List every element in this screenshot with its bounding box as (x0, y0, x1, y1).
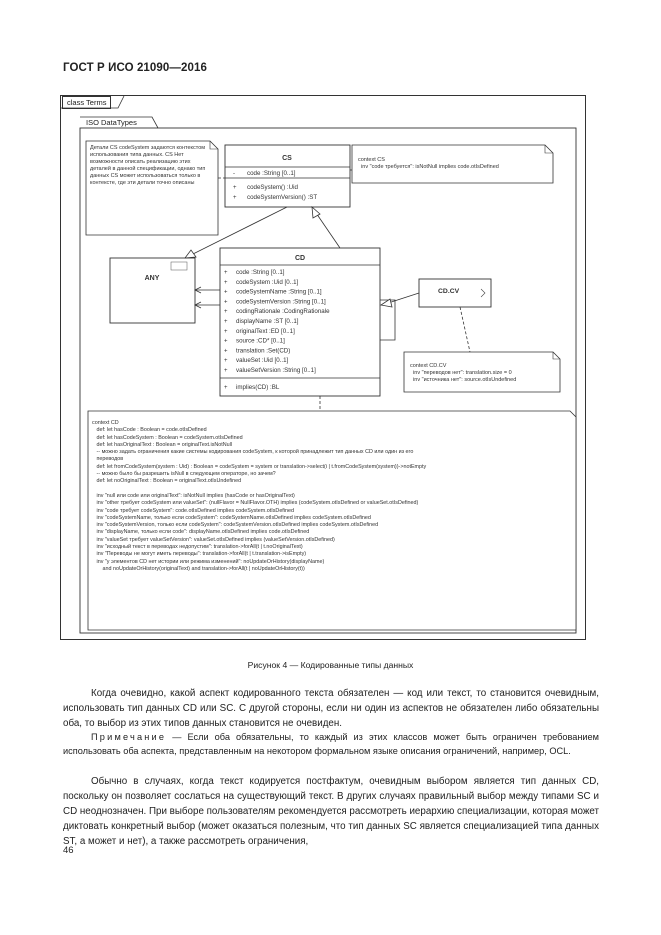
ocl-line: -- можно задать ограничения какие системы кодирования codeSystem, к которой принадлежит тип данных CD или один из его (92, 449, 414, 456)
cd-attribute: code :String [0..1] (236, 269, 285, 276)
visibility-marker: + (224, 299, 228, 306)
cd-attribute: originalText :ED [0..1] (236, 327, 295, 335)
ocl-line (92, 486, 572, 493)
ocl-line: inv "valueSet требует valueSetVersion": valueSet.otIsDefined implies (valueSetVersion.otIsDefined) (92, 536, 335, 543)
visibility-marker: + (224, 338, 228, 345)
paragraph-2 (63, 774, 599, 849)
ocl-constraint-text (92, 420, 572, 573)
ocl-line: inv "displayName, только если code": displayName.otIsDefined implies code.otIsDefined (92, 529, 310, 536)
cd-attribute: valueSet :Uid [0..1] (236, 357, 289, 365)
paragraph-1-text: Когда очевидно, какой аспект кодированного текста обязателен — код или текст, то становится очевидным, использовать тип данных CD или SC. С другой стороны, если ни один из аспектов не обязателен либо обязательны оба, то выбор из этих типов данных становится не очевиден. (63, 688, 599, 729)
ocl-line: def: let hasCodeSystem : Boolean = codeSystem.otIsDefined (92, 434, 243, 441)
visibility-marker: + (224, 328, 228, 335)
ocl-line: inv "code требует codeSystem": code.otIsDefined implies codeSystem.otIsDefined (92, 507, 295, 514)
ocl-line: inv "Переводы не могут иметь переводы": translation->forAll(t | t.translation->isEmpty) (92, 551, 307, 558)
cs-attribute: code :String [0..1] (247, 170, 296, 177)
cd-attribute: translation :Set(CD) (236, 347, 291, 355)
note-text: — Если оба обязательны, то каждый из этих классов может быть ограничен требованием использовать оба аспекта, представленным на некотором формальном языке описания ограничений, например, OCL. (63, 732, 599, 756)
paragraph-2-text: Обычно в случаях, когда текст кодируется постфактум, очевидным выбором является тип данных CD, поскольку он позволяет сослаться на существующий текст. В других случаях правильный выбор между типами SC и CD неоднозначен. При выборе пользователям рекомендуется рассмотреть иерархию специализации, которая может диктовать конкретный выбор (может оказаться полезным, что тип данных SC является специализацией типа данных ST, а может и нет), а также рассмотреть ограничения, (63, 776, 599, 847)
cd-attribute: codeSystemName :String [0..1] (236, 288, 322, 296)
ocl-line: def: let fromCodeSystem(system : Uid) : Boolean = codeSystem = system or translation->select(i | t.fromCodeSystem(system))->notEmpty (92, 463, 427, 470)
cd-attribute: displayName :ST [0..1] (236, 318, 299, 325)
cdcv-class-name: CD.CV (438, 288, 460, 295)
ocl-line: переводов (92, 456, 124, 463)
cd-attribute: source :CD* [0..1] (236, 337, 285, 345)
ocl-line: inv "codeSystemName, только если codeSystem": codeSystemName.otIsDefined implies codeSystem.otIsDefined (92, 514, 371, 521)
visibility-marker: + (224, 348, 228, 355)
any-class-name: ANY (144, 275, 160, 282)
ocl-line: inv "исходный текст в переводах недопустим": translation->forAll(t | t.noOriginalText) (92, 544, 303, 551)
paragraph-1 (63, 686, 599, 731)
svg-text:-: - (233, 171, 235, 177)
cd-attribute: codingRationale :CodingRationale (236, 308, 330, 316)
inner-package-tab: ISO DataTypes (86, 118, 137, 127)
visibility-marker: + (224, 368, 228, 374)
cd-operation: implies(CD) :BL (236, 384, 280, 391)
cs-class-name: CS (282, 155, 292, 162)
left-note-text: Детали CS codeSystem задаются контекстом использования типа данных. CS Нет возможности описать реализацию этих деталей в данной спецификации, однако тип данных CS может использоваться только в контексте, где эти детали точно описаны (90, 145, 207, 187)
standard-header: ГОСТ Р ИСО 21090—2016 (63, 62, 208, 74)
ocl-line: and noUpdateOrHistory(originalText) and translation->forAll(t | noUpdateOrHistory(t)) (92, 565, 305, 572)
any-class-box (110, 258, 195, 323)
visibility-marker: + (224, 319, 228, 325)
ocl-line: inv "codeSystemVersion, только если codeSystem": codeSystemVersion.otIsDefined implies codeSystem.otIsDefined (92, 522, 379, 529)
ocl-line: -- можно было бы разрешить isNull в следующем операторе, но зачем? (92, 471, 276, 478)
cd-attribute: valueSetVersion :String [0..1] (236, 367, 316, 374)
ocl-line: inv "у элементов CD нет истории или режима изменений": noUpdateOrHistory(displayName) (92, 558, 325, 565)
svg-text:+: + (233, 195, 237, 201)
cs-operation: codeSystem() :Uid (247, 184, 298, 191)
visibility-marker: + (224, 289, 228, 296)
cdcv-constraint-text: context CD.CV inv "переводов нет": translation.size = 0 inv "источника нет": source.otIsUndefined (410, 363, 517, 384)
ocl-line: def: let hasOriginalText : Boolean = originalText.isNotNull (92, 441, 233, 448)
page-number: 46 (63, 845, 74, 856)
svg-text:+: + (233, 185, 237, 191)
visibility-marker: + (224, 358, 228, 365)
visibility-marker: + (224, 270, 228, 276)
svg-text:+: + (224, 385, 228, 391)
ocl-line: def: let hasCode : Boolean = code.otIsDefined (92, 427, 207, 434)
cd-attribute: codeSystemVersion :String [0..1] (236, 298, 326, 306)
visibility-marker: + (224, 309, 228, 316)
cs-operation: codeSystemVersion() :ST (247, 194, 318, 201)
figure-caption: Рисунок 4 — Кодированные типы данных (247, 660, 414, 670)
ocl-line: def: let noOriginalText : Boolean = originalText.otIsUndefined (92, 478, 242, 485)
visibility-marker: + (224, 279, 228, 286)
cs-constraint-text: context CS inv "code требуется": isNotNull implies code.otIsDefined (358, 157, 499, 171)
note-label: Примечание (91, 732, 167, 742)
cd-attribute: codeSystem :Uid [0..1] (236, 278, 299, 286)
ocl-line: inv "other требует codeSystem или valueSet": (nullFlavor = NullFlavor.OTH) implies (codeSystem.otIsDefined or valueSet.otIsDefined) (92, 500, 419, 507)
note-paragraph (63, 731, 599, 758)
ocl-line: inv "null или code или originalText": isNotNull implies (hasCode or hasOriginalText) (92, 492, 295, 499)
ocl-line: context CD (92, 420, 119, 426)
cd-class-name: CD (294, 255, 306, 262)
outer-package-tab: class Terms (62, 96, 111, 109)
